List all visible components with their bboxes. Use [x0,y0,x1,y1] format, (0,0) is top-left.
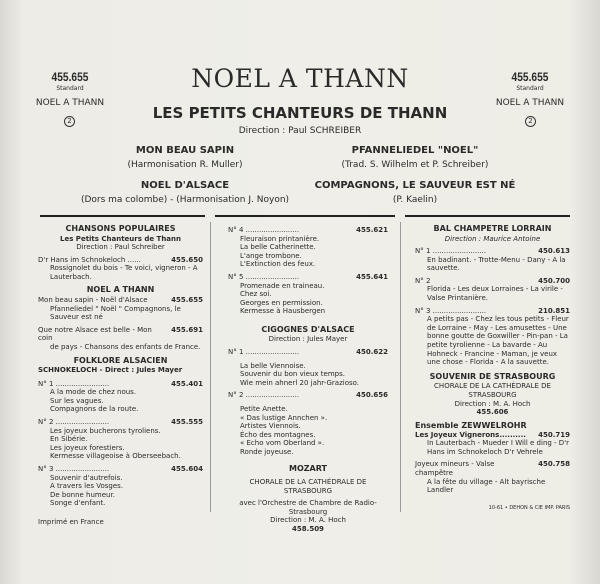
catalog-entry [38,296,203,322]
entry-code: 455.604 [171,464,203,473]
section-heading: MOZART [288,463,327,473]
section-note: avec l'Orchestre de Chambre de Radio-Strasbourg [239,499,377,516]
entry-label: N° 2 ........................ [228,391,300,400]
entry-code: 455.606 [476,408,509,417]
entry-text: En badinant. - Trotte-Menu - Dany - A la sauvette. [427,255,566,273]
printed-in-france: Imprimé en France [38,517,104,526]
section-direction: Direction : Jules Mayer [268,335,348,344]
album-title: NOEL A THANN [191,64,409,93]
song-credit: (P. Kaelin) [392,195,438,205]
track: Chez soi. [240,290,272,299]
section-direction: Direction : Paul Schreiber [76,243,165,252]
catalog-number-right: 455.655 [511,70,549,84]
song-credit: (Dors ma colombe) - (Harmonisation J. Noyon) [80,195,290,205]
section-artist: CHORALE DE LA CATHÉDRALE DE STRASBOURG [434,382,551,399]
entry-text: A petits pas - Chez les tous petits - Fleur de Lorraine - May - Les amusettes - Une bonne goutte de Goxwiller - Pin-pan - La petite tyrolienne - La bavarde - Au Hohneck - Francine - Maman, je veux une chose - Florida - A la sauvette. [427,315,569,367]
song-title: COMPAGNONS, LE SAUVEUR EST NÉ [314,180,516,191]
conductor: Direction : Paul SCHREIBER [238,126,362,136]
catalog-column-right [415,224,570,512]
entry-code: 455.641 [356,272,388,281]
song-credit: (Trad. S. Wilhelm et P. Schreiber) [341,160,489,170]
song-title: PFANNELIEDEL "NOEL" [351,145,479,156]
track: Les joyeux bucherons tyroliens. [50,426,161,435]
entry-label: N° 1 ........................ [415,247,487,256]
track: Georges en permission. [240,298,323,307]
entry-label: N° 3 ........................ [415,306,487,315]
entry-code: 455.691 [171,325,203,334]
track: Les joyeux forestiers. [50,443,125,452]
catalog-entry [415,307,570,367]
section-heading: BAL CHAMPETRE LORRAIN [433,224,552,233]
entry-code: 450.622 [356,348,388,357]
entry-label: N° 1 ........................ [38,379,110,388]
track: Souvenir d'autrefois. [50,473,123,482]
entry-code: 458.509 [292,525,324,534]
column-divider [400,222,401,512]
track: Kermesse à Hausbergen [240,307,326,316]
song-3 [55,180,315,205]
track: Ronde joyeuse. [240,447,294,456]
section-artist: SCHNOKELOCH - Direct : Jules Mayer [38,366,183,375]
section-artist: CHORALE DE LA CATHÉDRALE DE STRASBOURG [249,478,367,495]
catalog-entry [38,326,203,352]
track: L'ange trombone. [240,251,302,260]
side-number-left: 2 [64,116,75,127]
section-direction: Direction : Maurice Antoine [444,234,541,243]
divider-rule [405,215,570,217]
entry-label: Les Joyeux Vignerons.......... [415,430,526,439]
entry-label: N° 2 [415,276,431,285]
track: Écho des montagnes. [240,430,316,439]
format-label-left: Standard [56,85,84,92]
section-heading: CIGOGNES D'ALSACE [261,324,355,334]
entry-code: 450.700 [538,276,570,285]
entry-label: N° 3 ........................ [38,464,110,473]
section-direction: Direction : M. A. Hoch [454,399,531,408]
catalog-entry [415,431,570,457]
song-title: MON BEAU SAPIN [135,145,235,156]
artist-name: LES PETITS CHANTEURS DE THANN [152,104,448,122]
track: Fleuraison printanière. [240,234,320,243]
catalog-column-middle [228,226,388,534]
track: Souvenir du bon vieux temps. [240,370,345,379]
entry-code: 455.555 [171,418,203,426]
entry-label: Que notre Alsace est belle - Mon coin [38,325,152,343]
entry-text: Florida - Les deux Lorraines - La virile - Valse Printanière. [427,285,563,303]
entry-code: 450.613 [538,247,570,256]
track: La belle Viennoise. [240,361,306,370]
section-heading: CHANSONS POPULAIRES [65,224,176,233]
side-number-right: 2 [525,116,536,127]
entry-label: N° 2 ........................ [38,418,110,426]
entry-code: 455.655 [171,295,203,304]
track: L'Extinction des feux. [240,260,316,269]
track: Petite Anette. [240,405,288,413]
track: En Sibérie. [50,435,88,444]
track: A la mode de chez nous. [50,388,137,397]
entry-text: Rossignolet du bois - Te voici, vigneron - A Lauterbach. [50,264,198,281]
section-direction: Direction : M. A. Hoch [270,516,346,525]
entry-text: A la fête du village - Alt bayrische Landler [427,477,546,495]
entry-code: 210.851 [538,306,570,315]
catalog-entry [228,348,388,387]
entry-label: N° 1 ........................ [228,348,300,357]
song-2 [285,145,545,170]
catalog-entry [38,256,203,282]
section-heading: SOUVENIR DE STRASBOURG [429,371,556,381]
entry-code: 450.758 [538,460,570,469]
catalog-entry [228,391,388,456]
entry-code: 455.650 [171,255,203,264]
catalog-entry [38,418,203,461]
entry-label: N° 5 ........................ [228,272,300,281]
track: Artistes Viennois. [240,422,301,431]
track: De bonne humeur. [50,490,115,499]
format-label-right: Standard [516,85,544,92]
catalog-entry [415,247,570,273]
track: Wie mein ahnerl 20 jahr-Grazioso. [240,378,360,387]
track: La belle Catherinette. [240,243,316,252]
song-1 [55,145,315,170]
catalog-entry [228,226,388,269]
entry-text: Pfanneliedel " Noël " Compagnons, le Sauveur est né [50,304,181,322]
catalog-entry [228,273,388,316]
entry-label: N° 4 ........................ [228,226,300,234]
track: Songe d'enfant. [50,499,106,508]
entry-code: 455.401 [171,379,203,388]
entry-label: D'r Hans im Schnokeloch ...... [38,255,141,264]
track: « Das lustige Annchen ». [240,413,328,422]
catalog-entry [38,465,203,508]
song-credit: (Harmonisation R. Muller) [127,160,243,170]
track: Promenade en traineau. [240,281,325,290]
catalog-entry [415,277,570,303]
side-title-left: NOEL A THANN [35,98,105,108]
song-title: NOEL D'ALSACE [140,180,230,191]
track: « Echo vom Oberland ». [240,439,325,448]
section-heading: FOLKLORE ALSACIEN [73,355,168,365]
section-heading: NOEL A THANN [86,285,155,295]
printer-credit: 10-61 • DEHON & CIE IMP. PARIS [488,504,570,511]
entry-text: In Lauterbach - Mueder I Will e ding - D'r Hans im Schnokeloch D'r Vehrele [427,439,569,456]
catalog-entry [38,380,203,414]
catalog-entry [415,460,570,494]
side-title-right: NOEL A THANN [495,98,565,108]
entry-label: Joyeux mineurs - Valse champêtre [415,460,495,478]
column-divider [210,222,211,512]
track: Kermesse villageoise à Oberseebach. [50,452,181,461]
entry-text: de pays - Chansons des enfants de France. [50,342,201,351]
catalog-number-left: 455.655 [51,70,89,84]
divider-rule [40,215,205,217]
track: A travers les Vosges. [50,482,124,491]
catalog-column-left [38,224,203,527]
section-heading: Ensemble ZEWWELROHR [415,420,527,430]
song-4 [285,180,545,205]
entry-code: 450.719 [538,430,570,439]
entry-code: 450.656 [356,391,388,400]
track: Compagnons de la route. [50,405,139,414]
entry-label: Mon beau sapin - Noël d'Alsace [38,295,148,304]
track: Sur les vagues. [50,396,104,405]
section-artist: Les Petits Chanteurs de Thann [60,234,181,243]
divider-rule [215,215,395,217]
entry-code: 455.621 [356,226,388,234]
